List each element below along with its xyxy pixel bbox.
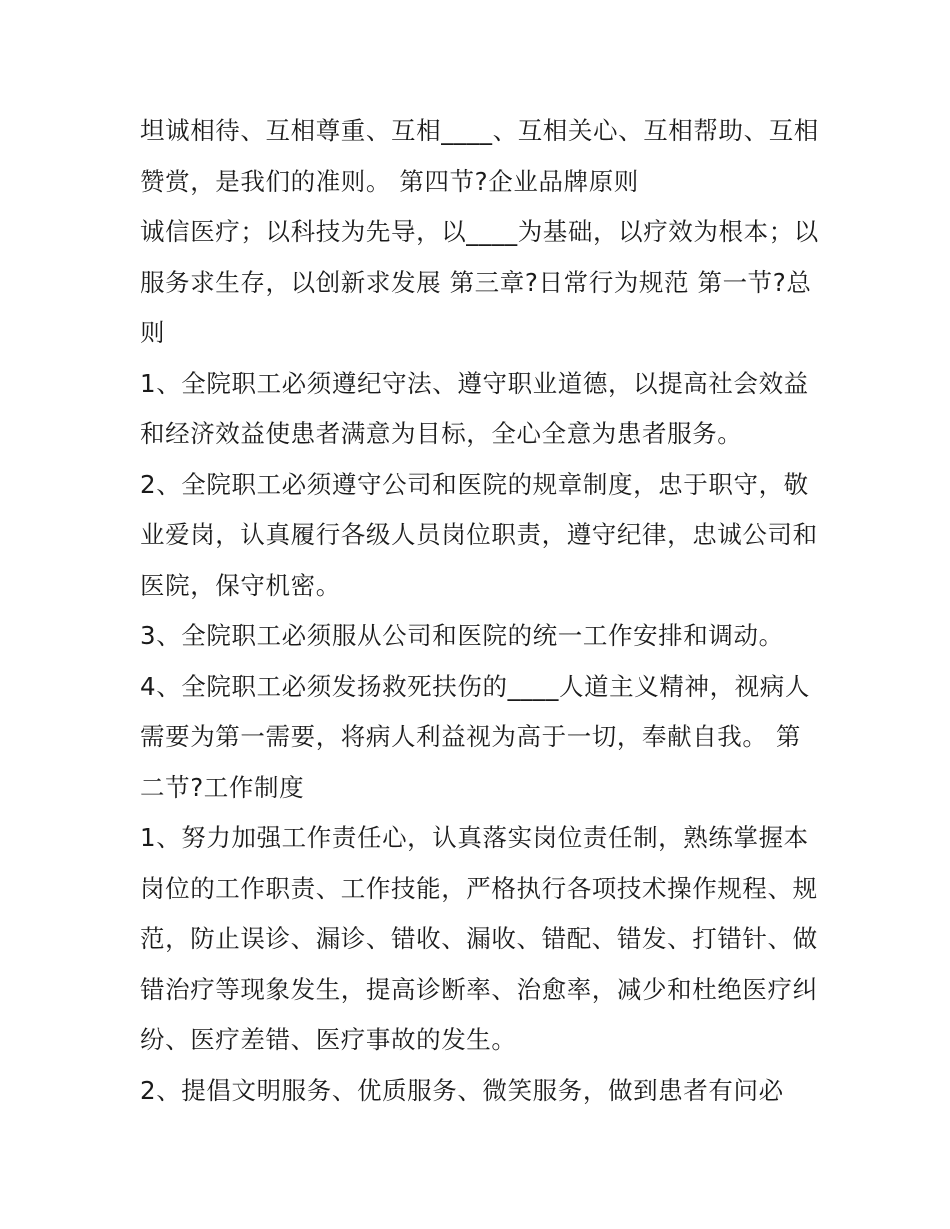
paragraph-work-rule-1: 1、努力加强工作责任心，认真落实岗位责任制，熟练掌握本岗位的工作职责、工作技能，严格执行各项技术操作规程、规范，防止误诊、漏诊、错收、漏收、错配、错发、打错针、做错治疗等现象发生，提高诊断率、治愈率，减少和杜绝医疗纠纷、医疗差错、医疗事故的发生。	[140, 823, 818, 1054]
paragraph-general-rule-3: 3、全院职工必须服从公司和医院的统一工作安排和调动。	[140, 621, 784, 650]
paragraph-brand-principles: 诚信医疗；以科技为先导，以____为基础，以疗效为根本；以服务求生存，以创新求发展 第三章?日常行为规范 第一节?总则	[140, 217, 819, 347]
paragraph-general-rule-2: 2、全院职工必须遵守公司和医院的规章制度，忠于职守，敬业爱岗，认真履行各级人员岗位职责，遵守纪律，忠诚公司和医院，保守机密。	[140, 469, 818, 600]
paragraph-general-rule-1: 1、全院职工必须遵纪守法、遵守职业道德，以提高社会效益和经济效益使患者满意为目标，全心全意为患者服务。	[140, 368, 809, 448]
paragraph-team-principles: 坦诚相待、互相尊重、互相____、互相关心、互相帮助、互相赞赏，是我们的准则。 第四节?企业品牌原则	[140, 116, 819, 196]
document-page	[140, 106, 820, 1116]
paragraph-work-rule-2: 2、提倡文明服务、优质服务、微笑服务，做到患者有问必	[140, 1075, 784, 1105]
paragraph-general-rule-4: 4、全院职工必须发扬救死扶伤的____人道主义精神，视病人需要为第一需要，将病人利益视为高于一切，奉献自我。 第二节?工作制度	[140, 671, 810, 802]
